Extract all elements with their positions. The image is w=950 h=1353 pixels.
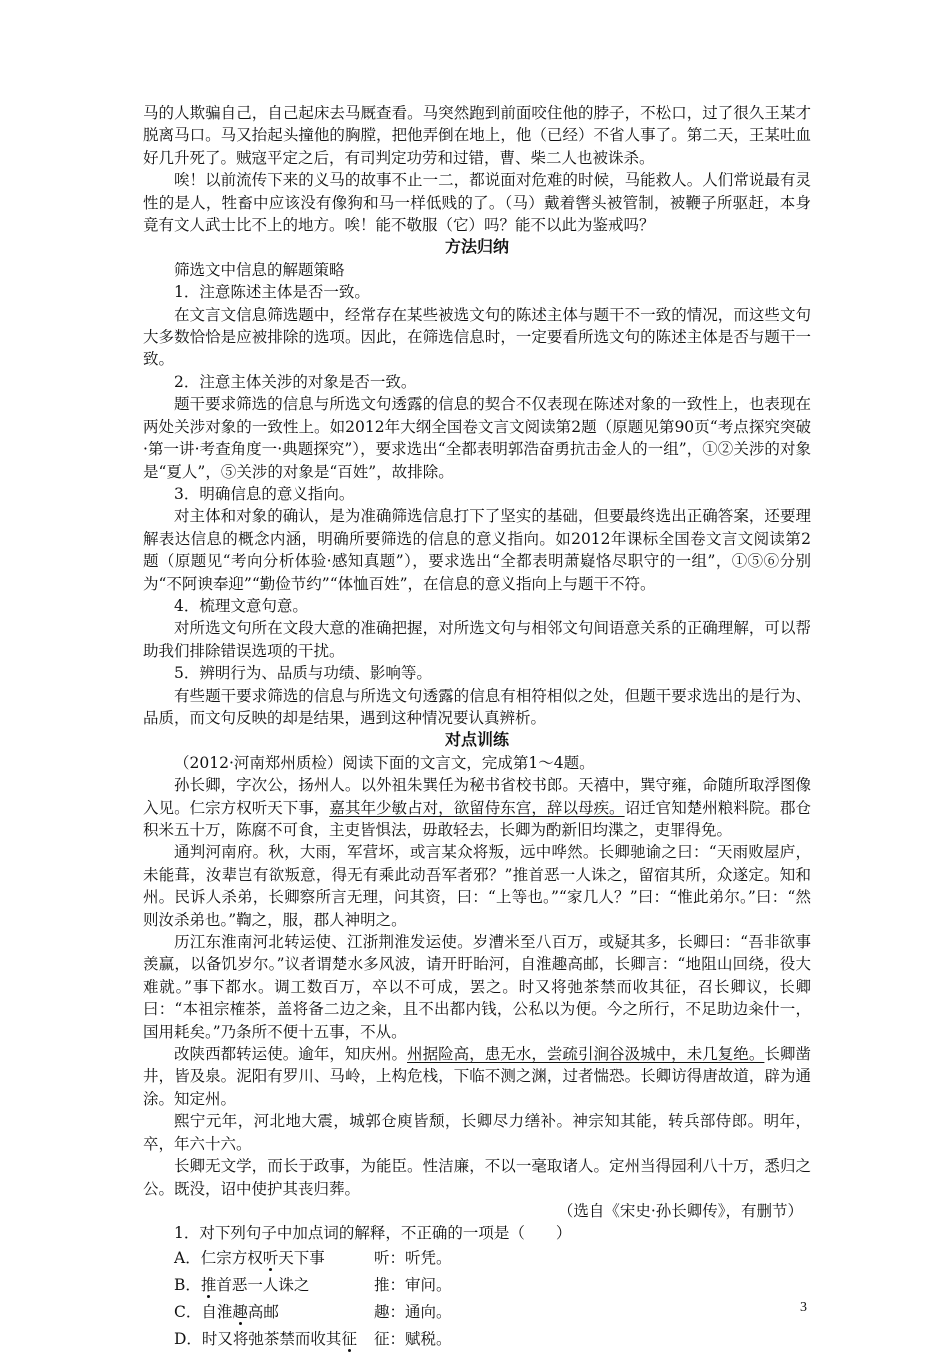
passage-paragraph-6: 长卿无文学，而长于政事，为能臣。性洁廉，不以一毫取诸人。定州当得园利八十万，悉归之公。既没，诏中使护其丧归葬。 <box>143 1157 811 1198</box>
passage-paragraph-2: 通判河南府。秋，大雨，军营坏，或言某众将叛，远中哗然。长卿驰谕之曰：“天雨败屋庐，未能葺，汝辈岂有欲叛意，得无有乘此动吾军者邪？”推首恶一人诛之，留宿其所，众遂定。知和州。民诉人杀弟，长卿察所言无理，问其资，曰：“上等也。”“家几人？”曰：“惟此弟尔。”曰：“然则汝杀弟也。”鞫之，服，郡人神明之。 <box>143 843 811 929</box>
section-title-method: 方法归纳 <box>444 237 509 257</box>
strategy-1-body: 在文言文信息筛选题中，经常存在某些被选文句的陈述主体与题干不一致的情况，而这些文句大多数恰恰是应被排除的选项。因此，在筛选信息时，一定要看所选文句的陈述主体是否与题干一致。 <box>143 305 811 369</box>
option-explanation: 趣：通向。 <box>374 1302 452 1321</box>
strategy-4-body: 对所选文句所在文段大意的准确把握，对所选文句与相邻文句间语意关系的正确理解，可以帮助我们排除错误选项的干扰。 <box>143 619 811 660</box>
option-prefix: B． <box>174 1275 201 1294</box>
option-c <box>143 1299 811 1326</box>
passage-text: 改陕西都转运使。逾年，知庆州。 <box>174 1045 408 1064</box>
option-explanation: 征：赋税。 <box>374 1329 452 1348</box>
dotted-word: 听 <box>262 1248 279 1267</box>
option-text <box>174 1299 374 1326</box>
passage-text: 孙长卿，字次公，扬州人。以外祖朱巽任为秘书省校书郎。天禧中，巽守雍，命随所取浮图像入见。仁宗方权听天下事， <box>143 776 811 817</box>
story-paragraph-2: 唉！以前流传下来的义马的故事不止一二，都说面对危难的时候，马能救人。人们常说最有灵性的是人，牲畜中应该没有像狗和马一样低贱的了。（马）戴着辔头被管制，被鞭子所驱赶，本身竟有文人武士比不上的地方。唉！能不敬服（它）吗？能不以此为鉴戒吗？ <box>143 171 811 235</box>
option-suffix: 天下事 <box>278 1248 325 1267</box>
option-suffix: 高邮 <box>247 1302 279 1321</box>
passage-paragraph-1 <box>143 774 811 841</box>
strategy-3-body: 对主体和对象的确认，是为准确筛选信息打下了坚实的基础，但要最终选出正确答案，还要理解表达信息的概念内涵，明确所要筛选的信息的意义指向。如2012年课标全国卷文言文阅读第2题（原题见“考向分析体验·感知真题”），要求选出“全都表明萧嶷恪尽职守的一组”，①⑤⑥分别为“不阿谀奉迎”“勤俭节约”“体恤百姓”，在信息的意义指向上与题干不符。 <box>143 507 811 593</box>
strategy-5-body: 有些题干要求筛选的信息与所选文句透露的信息有相符相似之处，但题干要求选出的是行为、品质，而文句反映的却是结果，遇到这种情况要认真辨析。 <box>143 686 811 727</box>
strategy-3-heading: 3．明确信息的意义指向。 <box>174 484 355 503</box>
page-number: 3 <box>800 1300 807 1315</box>
passage-paragraph-5: 熙宁元年，河北地大震，城郭仓庾皆颓，长卿尽力缮补。神宗知其能，转兵部侍郎。明年，卒，年六十六。 <box>143 1112 811 1153</box>
option-d <box>143 1326 811 1353</box>
story-paragraph-1: 马的人欺骗自己，自己起床去马厩查看。马突然跑到前面咬住他的脖子，不松口，过了很久王某才脱离马口。马又抬起头撞他的胸膛，把他弄倒在地上，他（已经）不省人事了。第二天，王某吐血好几升死了。贼寇平定之后，有司判定功劳和过错，曹、柴二人也被诛杀。 <box>143 104 811 167</box>
method-intro: 筛选文中信息的解题策略 <box>174 260 345 279</box>
question-1: 1．对下列句子中加点词的解释，不正确的一项是（ ） <box>174 1224 572 1243</box>
option-text <box>174 1245 374 1272</box>
strategy-4-heading: 4．梳理文意句意。 <box>174 596 308 615</box>
dotted-word: 征 <box>341 1329 357 1348</box>
option-explanation: 推：审问。 <box>374 1275 452 1294</box>
option-b <box>143 1272 811 1299</box>
option-a <box>143 1245 811 1272</box>
option-prefix: D．时又将弛茶禁而收其 <box>174 1329 342 1348</box>
option-suffix: 首恶一人诛之 <box>216 1275 310 1294</box>
training-intro: （2012·河南郑州质检）阅读下面的文言文，完成第1～4题。 <box>174 753 595 772</box>
passage-paragraph-4 <box>143 1043 811 1110</box>
dotted-word: 趣 <box>232 1302 248 1321</box>
strategy-5-heading: 5．辨明行为、品质与功绩、影响等。 <box>174 664 432 683</box>
passage-source: （选自《宋史·孙长卿传》，有删节） <box>557 1201 803 1220</box>
option-text <box>174 1326 374 1353</box>
passage-text: 长卿凿井，皆及泉。泥阳有罗川、马岭，上构危栈，下临不测之渊，过者惴恐。长卿访得唐故道，辟为通涂。知定州。 <box>143 1045 811 1108</box>
document-page <box>143 102 811 1353</box>
option-prefix: C．自淮 <box>174 1302 233 1321</box>
strategy-2-heading: 2．注意主体关涉的对象是否一致。 <box>174 372 417 391</box>
passage-text: 诏迁官知楚州粮料院。郡仓积米五十万，陈腐不可食，主吏皆惧法，毋敢轻去，长卿为酌新旧均渫之，吏罪得免。 <box>143 798 811 839</box>
strategy-2-body: 题干要求筛选的信息与所选文句透露的信息的契合不仅表现在陈述对象的一致性上，也表现在两处关涉对象的一致性上。如2012年大纲全国卷文言文阅读第2题（原题见第90页“考点探究突破·第一讲·考查角度一·典题探究”），要求选出“全都表明郭浩奋勇抗击金人的一组”，①②关涉的对象是“夏人”，⑤关涉的对象是“百姓”，故排除。 <box>143 395 811 481</box>
option-prefix: A．仁宗方权 <box>174 1248 263 1267</box>
option-text <box>174 1272 374 1299</box>
option-explanation: 听：听凭。 <box>374 1248 452 1267</box>
strategy-1-heading: 1．注意陈述主体是否一致。 <box>174 283 370 302</box>
underlined-sentence-2: 州据险高，患无水，尝疏引涧谷汲城中，未几复绝。 <box>407 1045 765 1064</box>
section-title-training: 对点训练 <box>444 730 509 750</box>
dotted-word: 推 <box>200 1275 217 1294</box>
passage-paragraph-3: 历江东淮南河北转运使、江浙荆淮发运使。岁漕米至八百万，或疑其多，长卿曰：“吾非欲事羡赢，以备饥岁尔。”议者谓楚水多风波，请开盱眙河，自淮趣高邮，长卿言：“地阻山回绕，役大难就。”事下都水。调工数百万，卒以不可成，罢之。时又将弛茶禁而收其征，召长卿议，长卿曰：“本祖宗榷茶，盖将备二边之籴，且不出都内钱，公私以为便。今之所行，不足助边籴什一，国用耗矣。”乃条所不便十五事，不从。 <box>143 933 811 1041</box>
underlined-sentence-1: 嘉其年少敏占对，欲留侍东宫，辞以母疾。 <box>329 798 625 817</box>
